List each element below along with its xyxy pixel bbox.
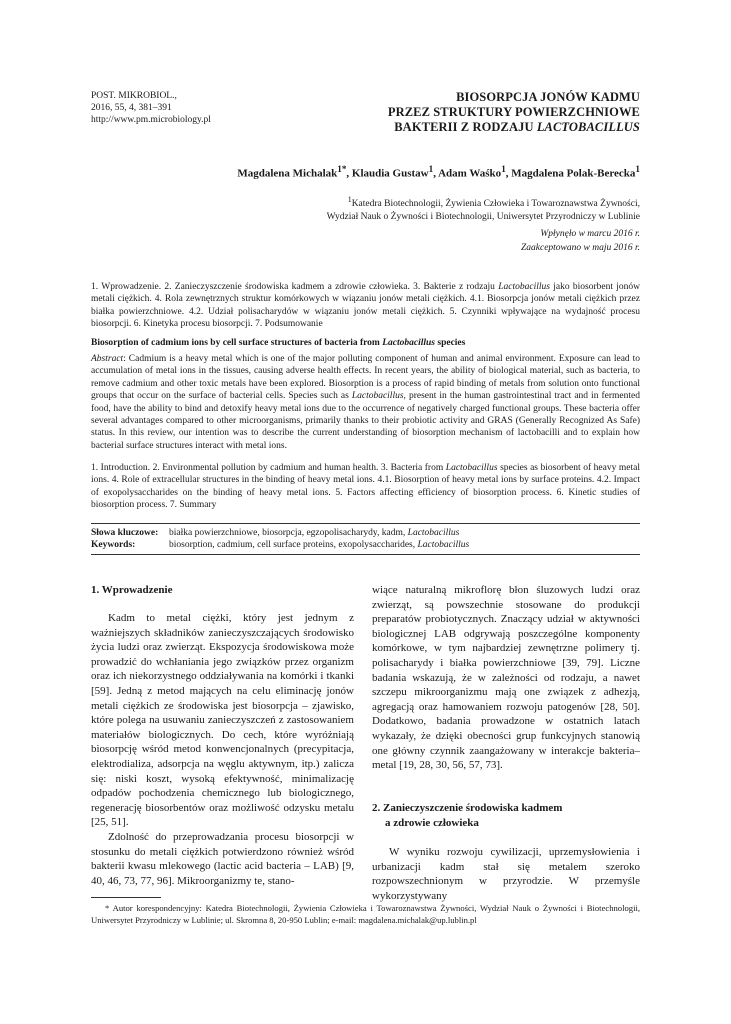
contents-pl-part-1: 1. Wprowadzenie. 2. Zanieczyszczenie środowiska kadmem a zdrowie człowieka. 3. Bakterie z rodzaju [91, 282, 499, 292]
keywords-pl-genus: Lactobacillus [407, 528, 460, 538]
contents-english [91, 462, 640, 512]
footnote-text: Autor korespondencyjny: Katedra Biotechnologii, Żywienia Człowieka i Towaroznawstwa Żywności, Wydział Nauk o Żywności i Biotechnologii, Uniwersytet Przyrodniczy w Lublinie; ul. Skromna 8, 20-950 Lublin; e-mail: magdalena.michalak@up.lublin.pl [91, 903, 640, 925]
abstract-label: Abstract [91, 354, 124, 364]
author-3-affil: 1 [501, 164, 506, 174]
title-line-3-text: BAKTERII Z RODZAJU [394, 120, 537, 134]
footnote-rule [91, 897, 161, 898]
footnote-marker: * [105, 903, 110, 913]
journal-volume: 2016, 55, 4, 381–391 [91, 103, 172, 113]
affiliation-line-2: Wydział Nauk o Żywności i Biotechnologii, Uniwersytet Przyrodniczy w Lublinie [326, 212, 640, 223]
keywords-pl-text: białka powierzchniowe, biosorpcja, egzopolisacharydy, kadm, [169, 528, 408, 538]
received-date: Wpłynęło w marcu 2016 r. [540, 229, 640, 239]
author-1-affil: 1 [337, 164, 342, 174]
english-title [91, 337, 640, 349]
english-title-suffix: species [435, 338, 466, 348]
section-2-heading-line-2: a zdrowie człowieka [385, 816, 479, 829]
author-list: Magdalena Michalak$^{1*}$, Klaudia Gustaw$^1$, Adam Waśko$^1$, Magdalena Polak-Berecka$^1$ [237, 164, 640, 180]
author-2-affil: 1 [428, 164, 434, 174]
affiliation-number: 1 [347, 195, 352, 204]
author-1: Magdalena Michalak [237, 167, 338, 180]
contents-en-genus: Lactobacillus [445, 463, 498, 473]
keywords-polish [91, 527, 640, 539]
title-genus: LACTOBACILLUS [536, 120, 640, 134]
section-1-heading: 1. Wprowadzenie [91, 584, 173, 596]
right-column [372, 583, 640, 773]
section-2-body [372, 845, 640, 903]
abstract-part-2: , present in the human gastrointestinal tract and in fermented food, have the ability to bind and detoxify heavy metal ions due to the occurrence of negatively charged functional groups. These bacteria offer several advantages compared to other microorganisms, primarily thanks to their probiotic activity and GRAS (Generally Recognized As Safe) status. In this review, our intention was to describe the current understanding of biosorption mechanism of lactobacilli and to explain how bacterial surface structures interact with metal ions. [91, 391, 640, 451]
contents-en-part-1: 1. Introduction. 2. Environmental pollution by cadmium and human health. 3. Bacteria from [91, 463, 446, 473]
keywords-pl-label: Słowa kluczowe: [91, 528, 159, 538]
english-title-genus: Lactobacillus [382, 338, 435, 348]
title-line-1: BIOSORPCJA JONÓW KADMU [456, 90, 640, 104]
submission-dates [521, 227, 640, 255]
contents-polish [91, 281, 640, 331]
keywords-block [91, 527, 640, 552]
left-column [91, 611, 354, 888]
author-4-affil: 1 [635, 164, 640, 174]
section-1-paragraph-1: Kadm to metal ciężki, który jest jednym z ważniejszych składników zanieczyszczających środowisko życia ludzi oraz zwierząt. Ekspozycja środowiskowa może prowadzić do wchłaniania jego związków przez organizm oraz ich niekorzystnego oddziaływania na komórki i tkanki [59]. Jedną z metod mających na celu eliminację jonów metali ciężkich ze środowiska jest biosorpcja – zjawisko, które polega na usuwaniu zanieczyszczeń z zastosowaniem materiałów biologicznych. Do cech, które wyróżniają biosorpcję wśród metod konwencjonalnych (precypitacja, elektrodializa, adsorpcja na węglu aktywnym, itp.) zalicza się: niski koszt, wysoką efektywność, minimalizację odpadów pochodzenia chemicznego lub biologicznego, regenerację biosorbentów oraz możliwość odzysku metalu [25, 51]. [91, 612, 354, 829]
author-3: Adam Waśko [438, 167, 502, 180]
section-2-paragraph-1: W wyniku rozwoju cywilizacji, uprzemysłowienia i urbanizacji kadm stał się metalem szeroko rozpowszechnionym w przyrodzie. W przemyśle wykorzystywany [372, 846, 640, 902]
contents-pl-part-2: jako biosorbent jonów metali ciężkich. 4. Rola zewnętrznych struktur komórkowych w wiązaniu jonów metali ciężkich. 4.1. Biosorpcja jonów metali ciężkich przez białka powierzchniowe. 4.2. Udział polisacharydów w wiązaniu jonów metali ciężkich. 5. Czynniki wpływające na wydajność procesu biosorpcji. 6. Kinetyka procesu biosorpcji. 7. Podsumowanie [91, 282, 640, 330]
keywords-en-label: Keywords: [91, 540, 136, 551]
abstract-genus: Lactobacillus [351, 391, 404, 402]
author-4: Magdalena Polak-Berecka [511, 167, 636, 180]
author-2: Klaudia Gustaw [351, 167, 429, 180]
section-2-heading-line-1: 2. Zanieczyszczenie środowiska kadmem [372, 802, 563, 814]
footnote [91, 903, 640, 926]
section-1-paragraph-2: Zdolność do przeprowadzania procesu biosorpcji w stosunku do metali ciężkich potwierdzono również wśród bakterii kwasu mlekowego (lactic acid bacteria – LAB) [9, 40, 46, 73, 77, 96]. Mikroorganizmy te, stano- [91, 830, 354, 887]
keywords-bottom-rule [91, 554, 640, 555]
abstract-colon: : [123, 354, 129, 364]
paper-title [300, 90, 640, 135]
affiliation-line-1: Katedra Biotechnologii, Żywienia Człowieka i Towaroznawstwa Żywności, [351, 199, 640, 210]
keywords-english [91, 539, 640, 551]
keywords-en-genus: Lactobacillus [417, 540, 470, 551]
title-line-2: PRZEZ STRUKTURY POWIERZCHNIOWE [387, 105, 640, 119]
affiliation [160, 193, 640, 224]
abstract-part-1: Cadmium is a heavy metal which is one of the major polluting component of human and animal environment. Exposure can lead to accumulation of metal ions in the tissues, causing adverse health effects. In recent years, the ability of biological material, such as bacteria, to remove cadmium and other toxic metals have been explored. Biosorption is a process of rapid binding of metals from solution onto functional groups that occur on the surface of bacterial cells. Species such as [91, 354, 641, 402]
section-1-paragraph-3: wiące naturalną mikroflorę błon śluzowych ludzi oraz zwierząt, są powszechnie stosowane do produkcji preparatów probiotycznych. Znaczący udział w aktywności biologicznej LAB odgrywają poszczególne komponenty komórkowe, w tym najbardziej zewnętrzne polimery tj. polisacharydy i białka powierzchniowe [39, 79]. Liczne badania wskazują, że w zależności od rodzaju, a nawet szczepu mikroorganizmu mają one związek z adhezją, agregacją oraz hamowaniem rozwoju patogenów [28, 50]. Dodatkowo, badania prowadzone w ostatnich latach wykazały, że dzięki obecności grup funkcyjnych stanowią one główny czynnik zaangażowany w interakcje bakteria–metal [19, 28, 30, 56, 57, 73]. [372, 584, 640, 772]
author-1-corresponding: * [341, 164, 347, 174]
english-title-text: Biosorption of cadmium ions by cell surface structures of bacteria from [91, 338, 383, 348]
section-2-heading [372, 801, 640, 830]
journal-name: POST. MIKROBIOL., [91, 91, 177, 101]
abstract [91, 353, 640, 452]
contents-en-part-2: species as biosorbent of heavy metal ions. 4. Role of extracellular structures in the binding of heavy metal ions. 4.1. Biosorption of heavy metal ions by surface proteins. 4.2. Impact of exopolysaccharides on the binding of heavy metal ions. 5. Factors affecting efficiency of biosorption process. 6. Kinetic studies of biosorption process. 7. Summary [91, 463, 640, 511]
journal-url[interactable]: http://www.pm.microbiology.pl [91, 115, 211, 125]
journal-info [91, 90, 211, 126]
keywords-top-rule [91, 523, 640, 524]
contents-pl-genus: Lactobacillus [498, 282, 550, 292]
accepted-date: Zaakceptowano w maju 2016 r. [520, 243, 640, 253]
title-line-3 [300, 120, 640, 135]
keywords-en-text: biosorption, cadmium, cell surface proteins, exopolysaccharides, [169, 540, 418, 551]
